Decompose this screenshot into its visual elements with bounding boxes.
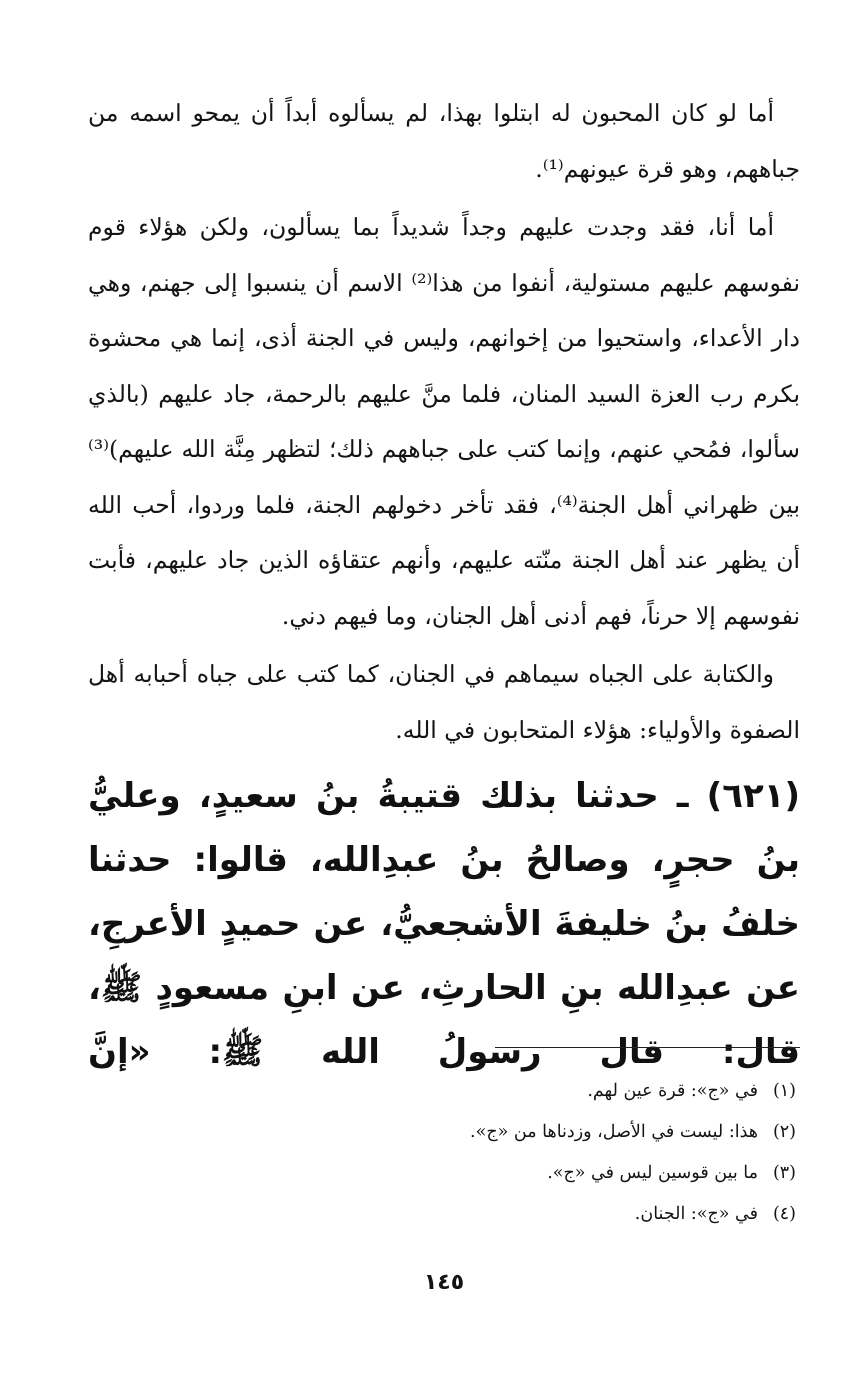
- body-paragraph-1: أما لو كان المحبون له ابتلوا بهذا، لم يسألوه أبداً أن يمحو اسمه من جباههم، وهو قرة عيونهم⁽¹⁾.: [88, 99, 800, 183]
- footnote-text: في «ج»: الجنان.: [634, 1204, 758, 1224]
- footnote-item: [88, 1153, 800, 1194]
- footnote-divider: [495, 1047, 800, 1048]
- footnote-item: [88, 1071, 800, 1112]
- footnote-item: [88, 1112, 800, 1153]
- footnote-item: [88, 1194, 800, 1235]
- footnote-number: (٤): [772, 1204, 796, 1224]
- footnote-number: (١): [772, 1081, 796, 1101]
- page-content: [88, 86, 801, 1295]
- hadith-text: (٦٢١) ـ حدثنا بذلك قتيبةُ بنُ سعيدٍ، وعليُّ بنُ حجرٍ، وصالحُ بنُ عبدِالله، قالوا: حدثنا خلفُ بنُ خليفةَ الأشجعيُّ، عن حميدٍ الأعرجِ، عن عبدِالله بنِ الحارثِ، عن ابنِ مسعودٍ ﷺ، قال: قال رسولُ الله ﷺ: «إنَّ: [88, 776, 800, 1072]
- footnote-number: (٣): [772, 1163, 796, 1183]
- footnote-text: ما بين قوسين ليس في «ج».: [547, 1163, 758, 1183]
- footnote-number: (٢): [772, 1122, 796, 1142]
- body-paragraph-3: والكتابة على الجباه سيماهم في الجنان، كما كتب على جباه أحبابه أهل الصفوة والأولياء: هؤلاء المتحابون في الله.: [88, 660, 800, 744]
- body-paragraph-2: أما أنا، فقد وجدت عليهم وجداً شديداً بما يسألون، ولكن هؤلاء قوم نفوسهم عليهم مستولية، أنفوا من هذا⁽²⁾ الاسم أن ينسبوا إلى جهنم، وهي دار الأعداء، واستحيوا من إخوانهم، وليس في الجنة أذى، إنما هي محشوة بكرم رب العزة السيد المنان، فلما منَّ عليهم بالرحمة، جاد عليهم (بالذي سألوا، فمُحي عنهم، وإنما كتب على جباههم ذلك؛ لتظهر مِنَّة الله عليهم)⁽³⁾ بين ظهراني أهل الجنة⁽⁴⁾، فقد تأخر دخولهم الجنة، فلما وردوا، أحب الله أن يظهر عند أهل الجنة منّته عليهم، وأنهم عتقاؤه الذين جاد عليهم، فأبت نفوسهم إلا حرناً، فهم أدنى أهل الجنان، وما فيهم دني.: [88, 213, 801, 630]
- footnotes: [88, 1071, 800, 1235]
- footnote-text: هذا: ليست في الأصل، وزدناها من «ج».: [470, 1122, 758, 1142]
- page-number: ١٤٥: [423, 1270, 465, 1295]
- footnote-text: في «ج»: قرة عين لهم.: [587, 1081, 758, 1101]
